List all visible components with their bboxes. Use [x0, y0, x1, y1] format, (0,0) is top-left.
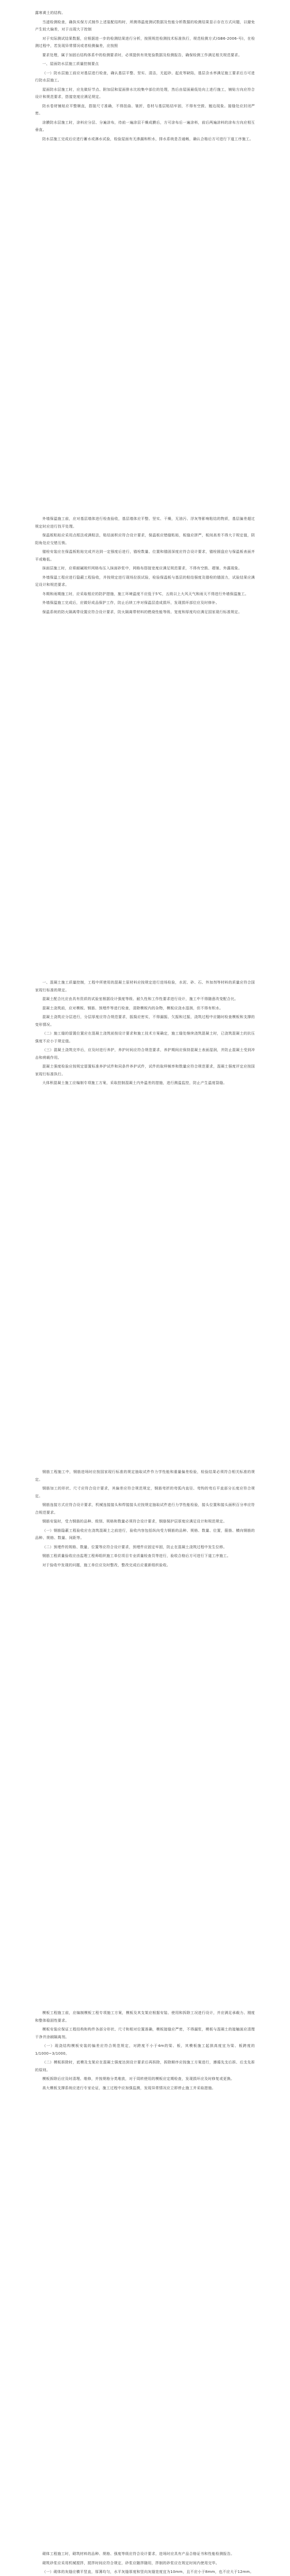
paragraph: 当滤检测检查，确执实保方式制作上述装配结构时，所测得温度测试数据及性能分析数据的检测结果显示存在方式问题，以避免产生较大偏差，对于出现大于控制	[35, 20, 255, 31]
paragraph: 大体积混凝土施工应编制专项施工方案，采取控制混凝土内外温差的措施，进行测温监控，防止产生温度裂缝。	[42, 1081, 227, 1085]
paragraph: 外墙保温施工前，应对基层墙体进行检查验收，基层墙体应平整、坚实、干燥，无油污、浮灰等影响粘结的物质，基层偏差超过规定时应进行找平处理。	[35, 517, 255, 529]
section-heading: 一、屋面防水层施工质量控制要点	[42, 62, 99, 66]
text-section-4	[35, 1468, 255, 1570]
text-section-2	[35, 515, 255, 617]
paragraph: 钢筋加工的形状、尺寸应符合设计要求，其偏差应符合规范规定，钢筋弯折的弯弧内直径、弯钩的弯后平直部分长度应符合规定。	[35, 1486, 255, 1498]
paragraph: 屋面防水层施工时，应先做好节点、附加层和屋面排水比较集中部位的处理，然后由屋面最低处向上进行施工，铺贴方向应符合设计和规范要求，搭接宽度应满足规定。	[35, 87, 255, 99]
paragraph: 砌筑砂浆应采用机械搅拌，搅拌时间应符合规定，砂浆应随拌随用，拌制的砂浆应在规定时间内使用完毕。	[42, 2561, 220, 2565]
paragraph: （三）混凝土浇筑完毕后，应及时进行养护，养护时间应符合规范要求，养护期间应保持混凝土表面湿润，并防止混凝土受到冲击和荷载作用。	[35, 1048, 255, 1060]
text-section-1	[35, 9, 255, 144]
paragraph: 混凝土配合比应由具有资质的试验室根据设计强度等级、耐久性和工作性要求进行设计，施工中不得随意改变配合比。	[42, 997, 238, 1001]
paragraph: 模板安装应保证工程结构和构件各部分形状、尺寸和相对位置准确，模板接缝应严密，不得漏浆，模板与混凝土的接触面应清理干净并涂刷隔离剂。	[35, 2027, 255, 2039]
paragraph: （一）防水层施工前应对基层进行检查，确认基层平整、坚实、清洁，无起砂、起皮等缺陷，基层含水率满足施工要求后方可进行防水层施工。	[35, 71, 255, 82]
paragraph: （二）施工缝的留置位置应在混凝土浇筑前按设计要求和施工技术方案确定，施工缝处继续浇筑混凝土时，已浇筑混凝土的抗压强度不应小于规定值。	[35, 1031, 255, 1043]
text-section-3	[35, 979, 255, 1089]
paragraph: 钢筋工程质量验收应由监理工程师组织施工单位项目专业质量检查员等进行，验收合格后方可进行下道工序施工。	[42, 1554, 231, 1558]
paragraph: （一）现浇结构模板安装的偏差应符合规范规定，对跨度不小于4m的梁、板，其模板施工起拱高度宜为梁、板跨度的1/1000~3/1000。	[35, 2044, 255, 2056]
paragraph: 露寒黄土的结构。	[35, 11, 66, 15]
paragraph: 高大模板支撑系统应进行专家论证，施工过程中应加强监测，发现异常情况应立即停止施工并采取措施。	[42, 2086, 216, 2090]
paragraph: 抹面层施工时，应将耐碱玻纤网格布压入抹面砂浆中，网格布搭接宽度应满足规范要求，不得有空鼓、褶皱、外露现象。	[42, 566, 242, 570]
paragraph: 对于实际测试结果数据，应根据进一步的检测结果进行分析，按照规范检测技术标准执行，规范检测方式(GB6-2006-号)，在检测过程中，若发现异常情况或者检测偏差，应按照	[35, 36, 255, 48]
paragraph: 混凝土浇筑前，应对模板、钢筋、预埋件等进行检查，清除模板内的杂物，模板应浇水湿润，但不得有积水。	[42, 1006, 223, 1010]
paragraph: 涂膜防水层施工时，涂料应分层、分遍涂布，待前一遍涂层干燥成膜后，方可涂布后一遍涂料，前后两遍涂料的涂布方向应相互垂直。	[35, 120, 255, 132]
paragraph: （二）预埋件的规格、数量、位置等应符合设计要求，预埋件应固定牢固，防止在混凝土浇筑过程中发生位移。	[42, 1545, 227, 1549]
paragraph: 混凝土强度检验应按规定留置标准养护试件和同条件养护试件，试件的取样频率和数量应符合规范要求，混凝土强度评定应按国家现行标准执行。	[35, 1064, 255, 1076]
paragraph: 钢筋安装时，受力钢筋的品种、级别、规格和数量必须符合设计要求，钢筋保护层厚度应满足设计和规范规定。	[42, 1519, 227, 1523]
paragraph: 保温系统的防火隔离带设置应符合设计要求，防火隔离带材料的燃烧性能等级、宽度和厚度均应满足国家现行标准规定。	[42, 609, 242, 614]
paragraph: 要求处理，属于加固后结构体系中的检测要求时，必须提供有效复验数据及检测报告，确保检测工作满足相关规范要求。	[42, 53, 242, 57]
paragraph: 外墙保温工程应进行隐蔽工程验收，并按规定进行现场拉拔试验，检验保温板与基层的粘结强度及锚栓的锚固力，试验结果应满足设计和规范要求。	[35, 575, 255, 587]
paragraph: 模板拆除后应及时清理、维修，并按规格分类堆放，对于周转使用的模板应定期检查，发现损坏应及时修复或更换。	[42, 2077, 235, 2081]
paragraph: （一）砌体的灰缝应横平竖直，厚薄均匀，水平灰缝厚度和竖向灰缝宽度宜为10mm，且不应小于8mm，也不应大于12mm。	[42, 2570, 254, 2574]
text-section-5	[35, 2009, 255, 2093]
paragraph: 冬期和雨期施工时，应采取相应的防护措施，施工环境温度不应低于5℃，五级以上大风天气和雨天不得进行外墙保温施工。	[42, 591, 249, 596]
paragraph: 外墙保温施工完成后，应做好成品保护工作，防止后续工序对保温层造成损坏，发现损坏部位应及时修补。	[42, 601, 220, 605]
paragraph: 防水层施工完成后应进行蓄水或淋水试验，检验屋面有无渗漏和积水，排水系统是否通畅，确认合格后方可进行下道工序施工。	[42, 137, 253, 141]
paragraph: （一）钢筋隐蔽工程验收应在浇筑混凝土之前进行，验收内容包括纵向受力钢筋的品种、规格、数量、位置，箍筋、横向钢筋的品种、规格、数量、间距等。	[35, 1528, 255, 1540]
paragraph: 砌体工程施工时，砌筑材料的品种、规格、强度等级应符合设计要求，进场时应具有产品合格证书和性能检测报告。	[42, 2552, 235, 2556]
paragraph: 模板工程施工前，应编制模板工程专项施工方案，模板及其支架应根据安装、使用和拆除工况进行设计，并应满足承载力、刚度和整体稳固性要求。	[35, 2011, 255, 2023]
paragraph: 锚栓安装应在保温板粘贴完成并达到一定强度后进行，锚栓数量、位置和锚固深度应符合设计要求，锚栓圆盘应与保温板表面齐平或略低。	[35, 550, 255, 562]
paragraph: 混凝土浇筑应分层进行，分层厚度应符合规范要求，振捣应密实，不得漏振、欠振和过振，浇筑过程中应随时检查模板和支撑的变形情况。	[35, 1015, 255, 1027]
paragraph: 一、混凝土施工质量控制，工程中所使用的混凝土原材料应按规定进行进场检验，水泥、砂、石、外加剂等材料的质量应符合国家现行标准的规定。	[35, 980, 255, 992]
paragraph: 钢筋连接方式应符合设计要求，机械连接接头和焊接接头应按规定抽取试件进行力学性能检验，接头位置和接头面积百分率应符合规范要求。	[35, 1503, 255, 1515]
paragraph: 对于验收中发现的问题，施工单位应及时整改，整改完成后应重新组织验收。	[42, 1563, 171, 1567]
paragraph: （二）模板拆除时，底模及支架应在混凝土强度达到设计要求后再拆除，拆除顺序应按施工方案进行，遵循先支后拆、后支先拆的原则。	[35, 2060, 255, 2072]
paragraph: 钢筋工程施工中，钢筋进场时应按国家现行标准的规定抽取试件作力学性能和重量偏差检验，检验结果必须符合相关标准的规定。	[35, 1470, 255, 1482]
paragraph: 防水卷材铺贴应平整顺直，搭接尺寸准确，不得扭曲、皱折，卷材与基层粘结牢固，不得有空鼓、翘边现象。接缝处应封闭严密。	[35, 104, 255, 115]
text-section-6	[35, 2550, 255, 2576]
paragraph: 保温板粘贴应采用点框法或满粘法，粘结面积应符合设计要求，保温板应错缝粘贴，板缝应拼严，板间高差不得大于规定值，阴阳角处应交错互锁。	[35, 533, 255, 545]
